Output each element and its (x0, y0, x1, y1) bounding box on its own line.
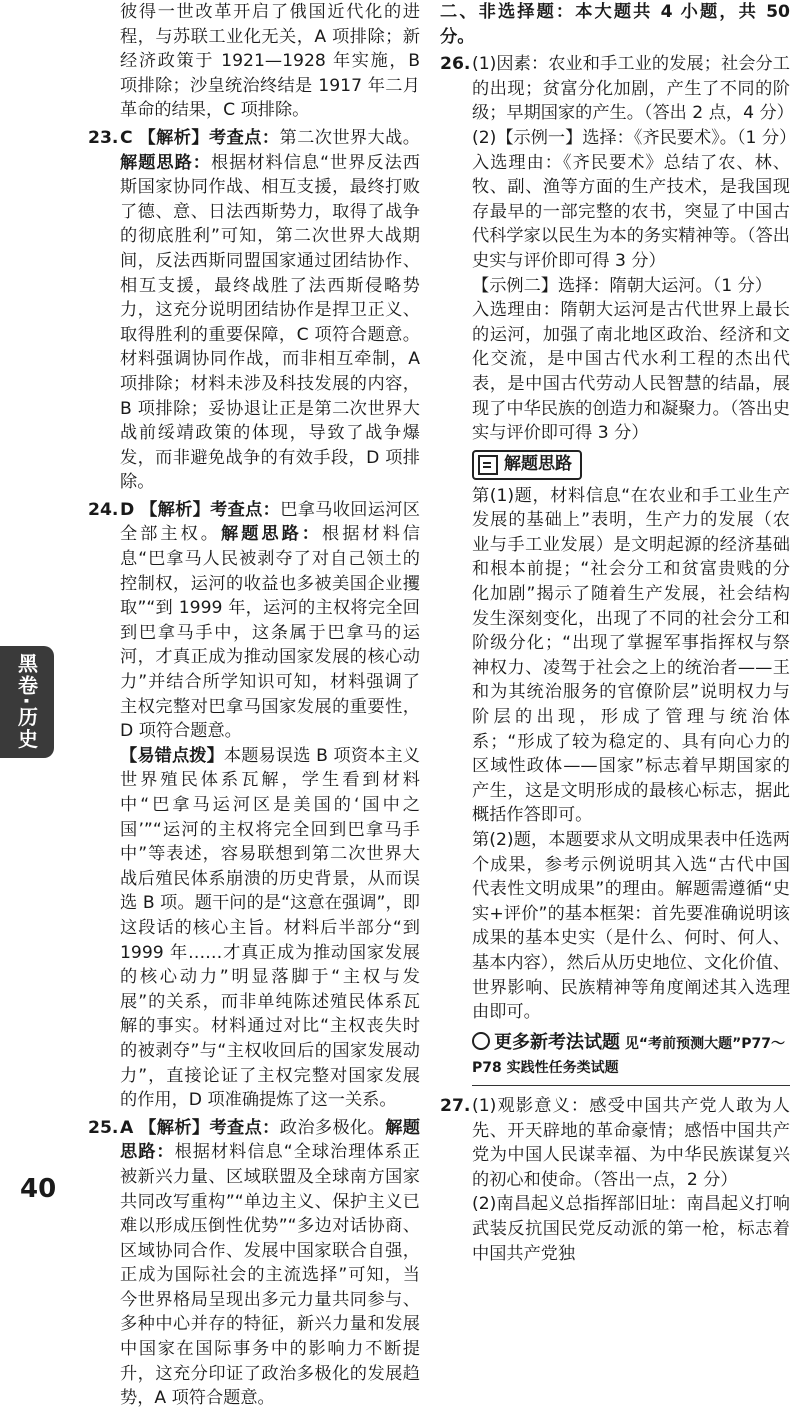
knowledge-point-label: 考查点： (209, 127, 280, 148)
question-26 (440, 52, 794, 126)
analysis-tag: 【解析】 (139, 1117, 210, 1138)
knowledge-point: 第二次世界大战。 (279, 127, 420, 148)
error-tip (88, 744, 420, 1113)
analysis-tag: 【解析】 (140, 499, 211, 520)
solution-label: 解题思路： (120, 152, 211, 173)
solution-body: 根据材料信息“世界反法西斯国家协同作战、相互支援，最终打败了德、意、日法西斯势力，取得了战争的彻底胜利”可知，第二次世界大战期间，反法西斯同盟国家通过团结协作、相互支援，最终战胜了法西斯侵略势力，这充分说明团结协作是捍卫正义、取得胜利的重要保障，C 项符合题意。材料强调协同作战，而非相互牵制，A 项排除；材料未涉及科技发展的内容，B 项排除；妥协退让正是第二次世界大战前绥靖政策的体现，导致了战争爆发，而非避免战争的有效手段，D 项排除。 (120, 152, 420, 493)
notepad-icon (478, 455, 498, 475)
q26-example2: 【示例二】选择：隋朝大运河。（1 分） (472, 275, 772, 296)
section-title: 二、非选择题：本大题共 4 小题，共 50 分。 (440, 2, 790, 47)
knowledge-point: 政治多极化。 (279, 1117, 386, 1138)
q27-part2: (2)南昌起义总指挥部旧址：南昌起义打响武装反抗国民党反动派的第一枪，标志着中国共产党独 (472, 1194, 790, 1264)
q26-part2: (2)【示例一】选择：《齐民要术》。（1 分） (472, 127, 797, 148)
solution-thinking-label: 解题思路 (504, 454, 572, 475)
solution-body: 根据材料信息“全球治理体系正被新兴力量、区域联盟及全球南方国家共同改写重构”“单边主义、保护主义已难以形成压倒性优势”“多边对话协商、区域协同合作、发展中国家联合自强，正成为国际社会的主流选择”可知，当今世界格局呈现出多元力量共同参与、多种中心并存的特征，新兴力量和发展中国家在国际事务中的影响力不断提升，这充分印证了政治多极化的发展趋势，A 项符合题意。 (120, 1142, 420, 1409)
solution-thinking-box (472, 450, 582, 480)
link-icon (472, 1032, 490, 1050)
solution-label: 解题思路： (120, 1117, 420, 1163)
question-number: 25. (88, 1117, 119, 1138)
q26-part1: (1)因素：农业和手工业的发展；社会分工的出现；贫富分化加剧，产生了不同的阶级；早期国家的产生。（答出 2 点，4 分） (472, 54, 794, 124)
more-title: 更多新考法试题 (494, 1031, 620, 1053)
side-tab-label: 黑卷·历史 (14, 653, 39, 751)
error-tip-body: 本题易误选 B 项资本主义世界殖民体系瓦解，学生看到材料中“巴拿马运河区是美国的‘国中之国’”“运河的主权将完全回到巴拿马手中”等表述，容易联想到第二次世界大战后殖民体系崩溃的历史背景，从而误选 B 项。题干问的是“这意在强调”，即这段话的核心主旨。材料后半部分“到 1999 年……才真正成为推动国家发展的核心动力”明显落脚于“主权与发展”的关系，而非单纯陈述殖民体系瓦解的事实。材料通过对比“主权丧失时的被剥夺”与“主权收回后的国家发展动力”，直接论证了主权完整对国家发展的作用，D 项准确提炼了这一关系。 (120, 745, 420, 1111)
solution-body: 根据材料信息“巴拿马人民被剥夺了对自己领土的控制权，运河的收益也多被美国企业攫取”“到 1999 年，运河的主权将完全回到巴拿马手中，这条属于巴拿马的运河，才真正成为推动国家发展的核心动力”并结合所学知识可知，材料强调了主权完整对巴拿马国家发展的重要性，D 项符合题意。 (120, 524, 420, 742)
q26-reason2: 入选理由：隋朝大运河是古代世界上最长的运河，加强了南北地区政治、经济和文化交流，是中国古代水利工程的杰出代表，是中国古代劳动人民智慧的结晶，展现了中华民族的创造力和凝聚力。（答出史实与评价即可得 3 分） (472, 300, 790, 444)
q26-reason1: 入选理由：《齐民要术》总结了农、林、牧、副、渔等方面的生产技术，是我国现存最早的一部完整的农书，突显了中国古代科学家以民生为本的务实精神等。（答出史实与评价即可得 3 分） (472, 152, 790, 271)
question-number: 26. (440, 54, 471, 75)
thinking-part1: 第(1)题，材料信息“在农业和手工业生产发展的基础上”表明，生产力的发展（农业与手工业发展）是文明起源的经济基础和根本前提；“社会分工和贫富贵贱的分化加剧”揭示了随着生产发展，社会结构发生深刻变化，出现了不同的社会分工和阶级分化；“出现了掌握军事指挥权与祭神权力、凌驾于社会之上的统治者——王和为其统治服务的官僚阶层”说明权力与阶层的出现，形成了管理与统治体系；“形成了较为稳定的、具有向心力的区域性政体——国家”标志着早期国家的产生，这是文明形成的最核心标志，据此概括作答即可。 (472, 485, 790, 826)
question-number: 27. (440, 1095, 471, 1116)
solution-label: 解题思路： (221, 524, 322, 545)
thinking-part2: 第(2)题，本题要求从文明成果表中任选两个成果，参考示例说明其入选“古代中国代表性文明成果”的理由。解题需遵循“史实+评价”的基本框架：首先要准确说明该成果的基本史实（是什么、何时、何人、基本内容），然后从历史地位、文化价值、世界影响、民族精神等角度阐述其入选理由即可。 (472, 830, 790, 1023)
knowledge-point-label: 考查点： (209, 1117, 280, 1138)
question-27 (440, 1094, 790, 1192)
page-number: 40 (20, 1174, 57, 1204)
answer-letter: A (120, 1117, 134, 1138)
more-note: 见“考前预测大题”P77～P78 实践性任务类试题 (472, 1035, 786, 1077)
question-23 (88, 126, 420, 495)
question-number: 23. (88, 127, 119, 148)
more-questions-banner (440, 1031, 790, 1086)
question-25 (88, 1116, 420, 1411)
answer-letter: D (120, 499, 135, 520)
question-number: 24. (88, 499, 119, 520)
knowledge-point-label: 考查点： (210, 499, 281, 520)
side-tab (0, 646, 54, 758)
analysis-tag: 【解析】 (138, 127, 209, 148)
question-24 (88, 498, 420, 744)
right-column (440, 0, 797, 1266)
q27-part1: (1)观影意义：感受中国共产党人敢为人先、开天辟地的革命豪情；感悟中国共产党为中国人民谋幸福、为中华民族谋复兴的初心和使命。（答出一点，2 分） (472, 1095, 790, 1190)
continuation-paragraph: 彼得一世改革开启了俄国近代化的进程，与苏联工业化无关，A 项排除；新经济政策于 1921—1928 年实施，B 项排除；沙皇统治终结是 1917 年二月革命的结果，C 项排除。 (120, 2, 420, 121)
knowledge-point: 巴拿马收回运河区全部主权。 (120, 499, 420, 545)
error-tip-tag: 【易错点拨】 (120, 745, 224, 766)
left-column (88, 0, 420, 1411)
answer-letter: C (120, 127, 133, 148)
